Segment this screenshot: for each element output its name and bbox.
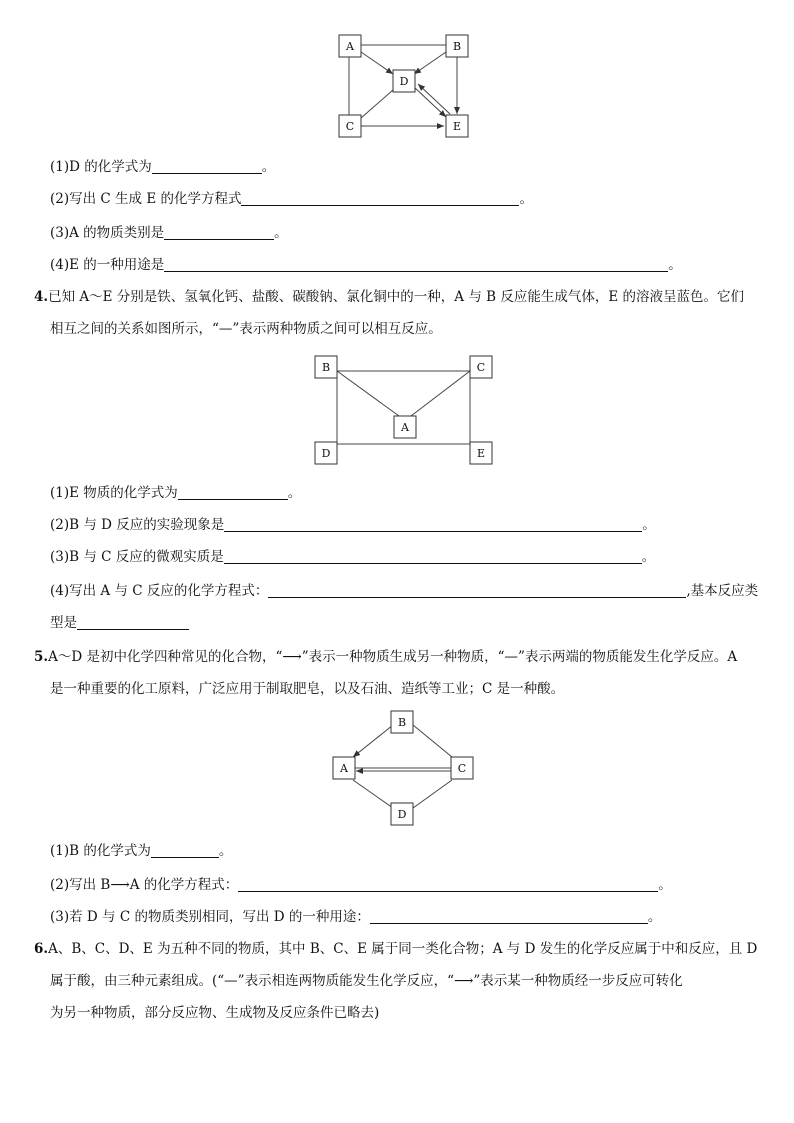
q4-part1: (1)E 物质的化学式为 。	[50, 485, 302, 501]
q4-part4: (4)写出 A 与 C 反应的化学方程式： ,基本反应类	[50, 583, 759, 599]
answer-blank[interactable]	[370, 909, 648, 924]
svg-text:E: E	[476, 447, 486, 460]
q3-part4: (4)E 的一种用途是 。	[50, 257, 682, 273]
svg-text:B: B	[397, 716, 407, 729]
question-number: 5.	[34, 649, 49, 665]
edge-b-a	[353, 725, 393, 757]
node-d	[391, 803, 413, 825]
q5-stem-line1: 5.A～D 是初中化学四种常见的化合物，“⟶”表示一种物质生成另一种物质，“—”表示两端的物质能发生化学反应。A	[34, 649, 738, 665]
node-c	[451, 757, 473, 779]
q4-stem-line1: 4.已知 A～E 分别是铁、氢氧化钙、盐酸、碳酸钠、氯化铜中的一种，A 与 B 反应能生成气体，E 的溶液呈蓝色。它们	[34, 289, 744, 305]
q3-part1: (1)D 的化学式为 。	[50, 159, 276, 175]
edge-b-c	[413, 725, 452, 757]
svg-text:A: A	[401, 421, 409, 434]
svg-text:D: D	[397, 808, 407, 821]
q5-part2: (2)写出 B⟶A 的化学方程式： 。	[50, 877, 672, 893]
svg-text:D: D	[399, 75, 409, 88]
edge-c-d	[413, 780, 452, 808]
edge-a-d	[353, 780, 393, 808]
svg-text:B: B	[321, 361, 331, 374]
svg-text:E: E	[452, 120, 462, 133]
question-number: 6.	[34, 941, 49, 957]
svg-text:D: D	[321, 447, 331, 460]
svg-text:A: A	[340, 762, 348, 775]
q4-part3: (3)B 与 C 反应的微观实质是 。	[50, 549, 656, 565]
question-number: 4.	[34, 289, 49, 305]
svg-text:B: B	[452, 40, 462, 53]
q6-stem-line3: 为另一种物质，部分反应物、生成物及反应条件已略去)	[50, 1005, 380, 1021]
svg-text:A: A	[346, 40, 354, 53]
q4-stem-line2: 相互之间的关系如图所示，“—”表示两种物质之间可以相互反应。	[50, 321, 442, 337]
q4-part2: (2)B 与 D 反应的实验现象是 。	[50, 517, 656, 533]
svg-text:C: C	[457, 762, 467, 775]
q3-part3: (3)A 的物质类别是 。	[50, 225, 288, 241]
q4-part4-cont: 型是	[50, 614, 189, 632]
q5-part1: (1)B 的化学式为 。	[50, 843, 233, 859]
q5-stem-line2: 是一种重要的化工原料，广泛应用于制取肥皂，以及石油、造纸等工业；C 是一种酸。	[50, 681, 565, 697]
q3-part2: (2)写出 C 生成 E 的化学方程式 。	[50, 191, 533, 207]
answer-blank[interactable]	[238, 877, 658, 892]
answer-blank[interactable]	[151, 843, 219, 858]
svg-text:C: C	[476, 361, 486, 374]
q6-stem-line1: 6.A、B、C、D、E 为五种不同的物质，其中 B、C、E 属于同一类化合物；A 与 D 发生的化学反应属于中和反应，且 D	[34, 941, 758, 957]
node-a	[333, 757, 355, 779]
svg-text:C: C	[345, 120, 355, 133]
q6-stem-line2: 属于酸，由三种元素组成。(“—”表示相连两物质能发生化学反应，“⟶”表示某一种物质经一步反应可转化	[50, 973, 683, 989]
node-b	[391, 711, 413, 733]
q5-part3: (3)若 D 与 C 的物质类别相同，写出 D 的一种用途： 。	[50, 909, 662, 925]
